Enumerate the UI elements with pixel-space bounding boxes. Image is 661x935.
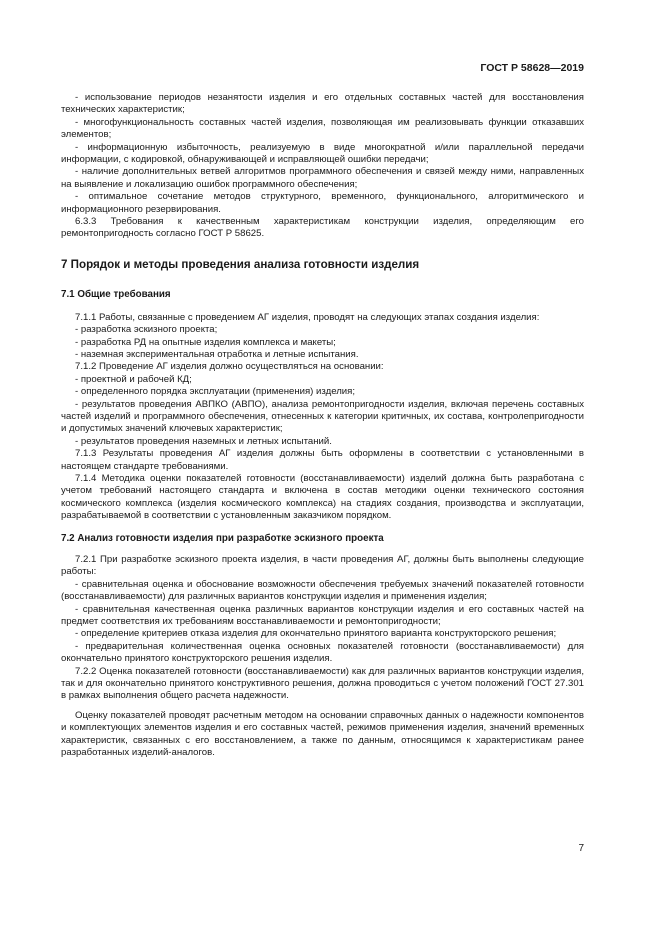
paragraph: - наземная экспериментальная отработка и летные испытания. — [75, 348, 359, 360]
paragraph: 7.1.3 Результаты проведения АГ изделия должны быть оформлены в соответствии с установленными в настоящем стандарте требованиями. — [61, 448, 584, 472]
paragraph: - результатов проведения наземных и летных испытаний. — [75, 435, 332, 447]
paragraph: Оценку показателей проводят расчетным методом на основании справочных данных о надежности компонентов и комплектующих элементов изделия и его составных частей, режимов применения изделия, значений временных характеристик, связанных с его восстановлением, а также по данным, относящимся к характеристикам ранее разработанных изделий-аналогов. — [61, 709, 584, 759]
paragraph: - сравнительная качественная оценка различных вариантов конструкции изделия и его составных частей на предмет соответствия их требованиям восстанавливаемости и ремонтопригодности; — [61, 603, 584, 628]
paragraph: 6.3.3 Требования к качественным характеристикам конструкции изделия, определяющим его ремонтопригодность согласно ГОСТ Р 58625. — [61, 216, 584, 240]
paragraph: - оптимальное сочетание методов структурного, временного, функционального, алгоритмического и информационного резервирования. — [61, 191, 584, 215]
paragraph: 7.1.4 Методика оценки показателей готовности (восстанавливаемости) изделий должна быть разработана с учетом требований настоящего стандарта и включена в состав методики оценки технического состояния космического комплекса (изделия космического комплекса) на стадиях создания, производства и эксплуатации, разрабатываемой в соответствии с установленным заказчиком порядком. — [61, 472, 584, 522]
paragraph: - разработка эскизного проекта; — [75, 324, 218, 336]
paragraph: 7.2.2 Оценка показателей готовности (восстанавливаемости) как для различных вариантов конструкции изделия, так и для окончательно принятого конструктивного решения, должна проводиться с учетом положений ГОСТ 27.301 в рамках выполнения общего расчета надежности. — [61, 665, 584, 702]
section-heading: 7.1 Общие требования — [61, 289, 171, 301]
paragraph: 7.1.1 Работы, связанные с проведением АГ изделия, проводят на следующих этапах создания изделия: — [75, 311, 540, 323]
section-heading: 7.2 Анализ готовности изделия при разработке эскизного проекта — [61, 532, 384, 544]
paragraph: - информационную избыточность, реализуемую в виде многократной и/или параллельной передачи информации, с кодировкой, обнаруживающей и исправляющей ошибки передачи; — [61, 141, 584, 166]
paragraph: 7.1.2 Проведение АГ изделия должно осуществляться на основании: — [75, 361, 384, 373]
page-number: 7 — [578, 843, 584, 854]
standard-header: ГОСТ Р 58628—2019 — [480, 62, 584, 74]
paragraph: - наличие дополнительных ветвей алгоритмов программного обеспечения и связей между ними, направленных на выявление и локализацию ошибок программного обеспечения; — [61, 166, 584, 190]
paragraph: - результатов проведения АВПКО (АВПО), анализа ремонтопригодности изделия, включая перечень составных частей изделий и программного обеспечения, отнесенных к категории критичных, их состава, контролепригодности и допустимых значений ключевых характеристик; — [61, 398, 584, 435]
section-heading: 7 Порядок и методы проведения анализа готовности изделия — [61, 257, 420, 271]
paragraph: - многофункциональность составных частей изделия, позволяющая им реализовывать функции отказавших элементов; — [61, 116, 584, 141]
paragraph: - разработка РД на опытные изделия комплекса и макеты; — [75, 336, 336, 348]
paragraph: 7.2.1 При разработке эскизного проекта изделия, в части проведения АГ, должны быть выполнены следующие работы: — [61, 554, 584, 578]
paragraph: - проектной и рабочей КД; — [75, 373, 192, 385]
paragraph: - определенного порядка эксплуатации (применения) изделия; — [75, 386, 356, 398]
paragraph: - определение критериев отказа изделия для окончательно принятого варианта конструкторского решения; — [75, 628, 557, 640]
paragraph: - сравнительная оценка и обоснование возможности обеспечения требуемых значений показателей готовности (восстанавливаемости) для различных вариантов конструкции изделия и применения изделия; — [61, 578, 584, 603]
paragraph: - использование периодов незанятости изделия и его отдельных составных частей для восстановления технических характеристик; — [61, 92, 584, 116]
paragraph: - предварительная количественная оценка основных показателей готовности (восстанавливаемости) для окончательно принятого конструкторского решения изделия. — [61, 640, 584, 665]
document-body — [61, 92, 584, 760]
